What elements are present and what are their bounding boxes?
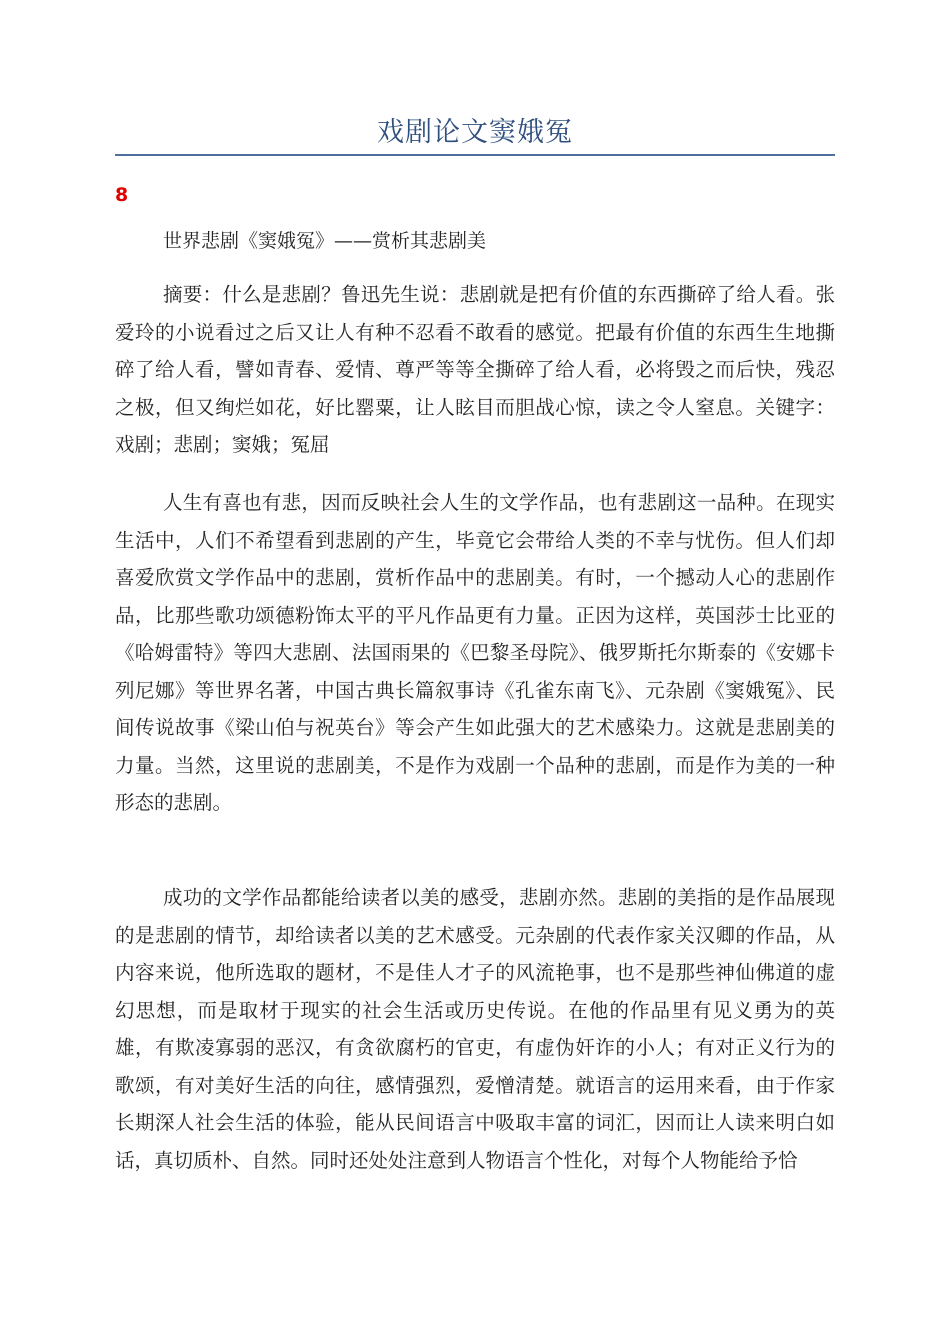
page-marker: 8 (115, 184, 129, 206)
body-paragraph: 成功的文学作品都能给读者以美的感受，悲剧亦然。悲剧的美指的是作品展现的是悲剧的情节，却给读者以美的艺术感受。元杂剧的代表作家关汉卿的作品，从内容来说，他所选取的题材，不是佳人才子的风流艳事，也不是那些神仙佛道的虚幻思想，而是取材于现实的社会生活或历史传说。在他的作品里有见义勇为的英雄，有欺凌寡弱的恶汉，有贪欲腐朽的官吏，有虚伪奸诈的小人；有对正义行为的歌颂，有对美好生活的向往，感情强烈，爱憎清楚。就语言的运用来看，由于作家长期深人社会生活的体验，能从民间语言中吸取丰富的词汇，因而让人读来明白如话，真切质朴、自然。同时还处处注意到人物语言个性化，对每个人物能给予恰 (115, 886, 835, 1172)
body-paragraph: 人生有喜也有悲，因而反映社会人生的文学作品，也有悲剧这一品种。在现实生活中，人们不希望看到悲剧的产生，毕竟它会带给人类的不幸与忧伤。但人们却喜爱欣赏文学作品中的悲剧，赏析作品中的悲剧美。有时，一个撼动人心的悲剧作品，比那些歌功颂德粉饰太平的平凡作品更有力量。正因为这样，英国莎士比亚的《哈姆雷特》等四大悲剧、法国雨果的《巴黎圣母院》、俄罗斯托尔斯泰的《安娜卡列尼娜》等世界名著，中国古典长篇叙事诗《孔雀东南飞》、元杂剧《窦娥冤》、民间传说故事《梁山伯与祝英台》等会产生如此强大的艺术感染力。这就是悲剧美的力量。当然，这里说的悲剧美，不是作为戏剧一个品种的悲剧，而是作为美的一种形态的悲剧。 (115, 491, 835, 814)
abstract-paragraph: 摘要：什么是悲剧？鲁迅先生说：悲剧就是把有价值的东西撕碎了给人看。张爱玲的小说看过之后又让人有种不忍看不敢看的感觉。把最有价值的东西生生地撕碎了给人看，譬如青春、爱情、尊严等等全撕碎了给人看，必将毁之而后快，残忍之极，但又绚烂如花，好比罂粟，让人眩目而胆战心惊，读之令人窒息。关键字：戏剧；悲剧；窦娥；冤屈 (115, 283, 835, 456)
title-underline (115, 154, 835, 156)
essay-subtitle: 世界悲剧《窦娥冤》——赏析其悲剧美 (163, 230, 487, 252)
document-title: 戏剧论文窦娥冤 (377, 117, 573, 148)
